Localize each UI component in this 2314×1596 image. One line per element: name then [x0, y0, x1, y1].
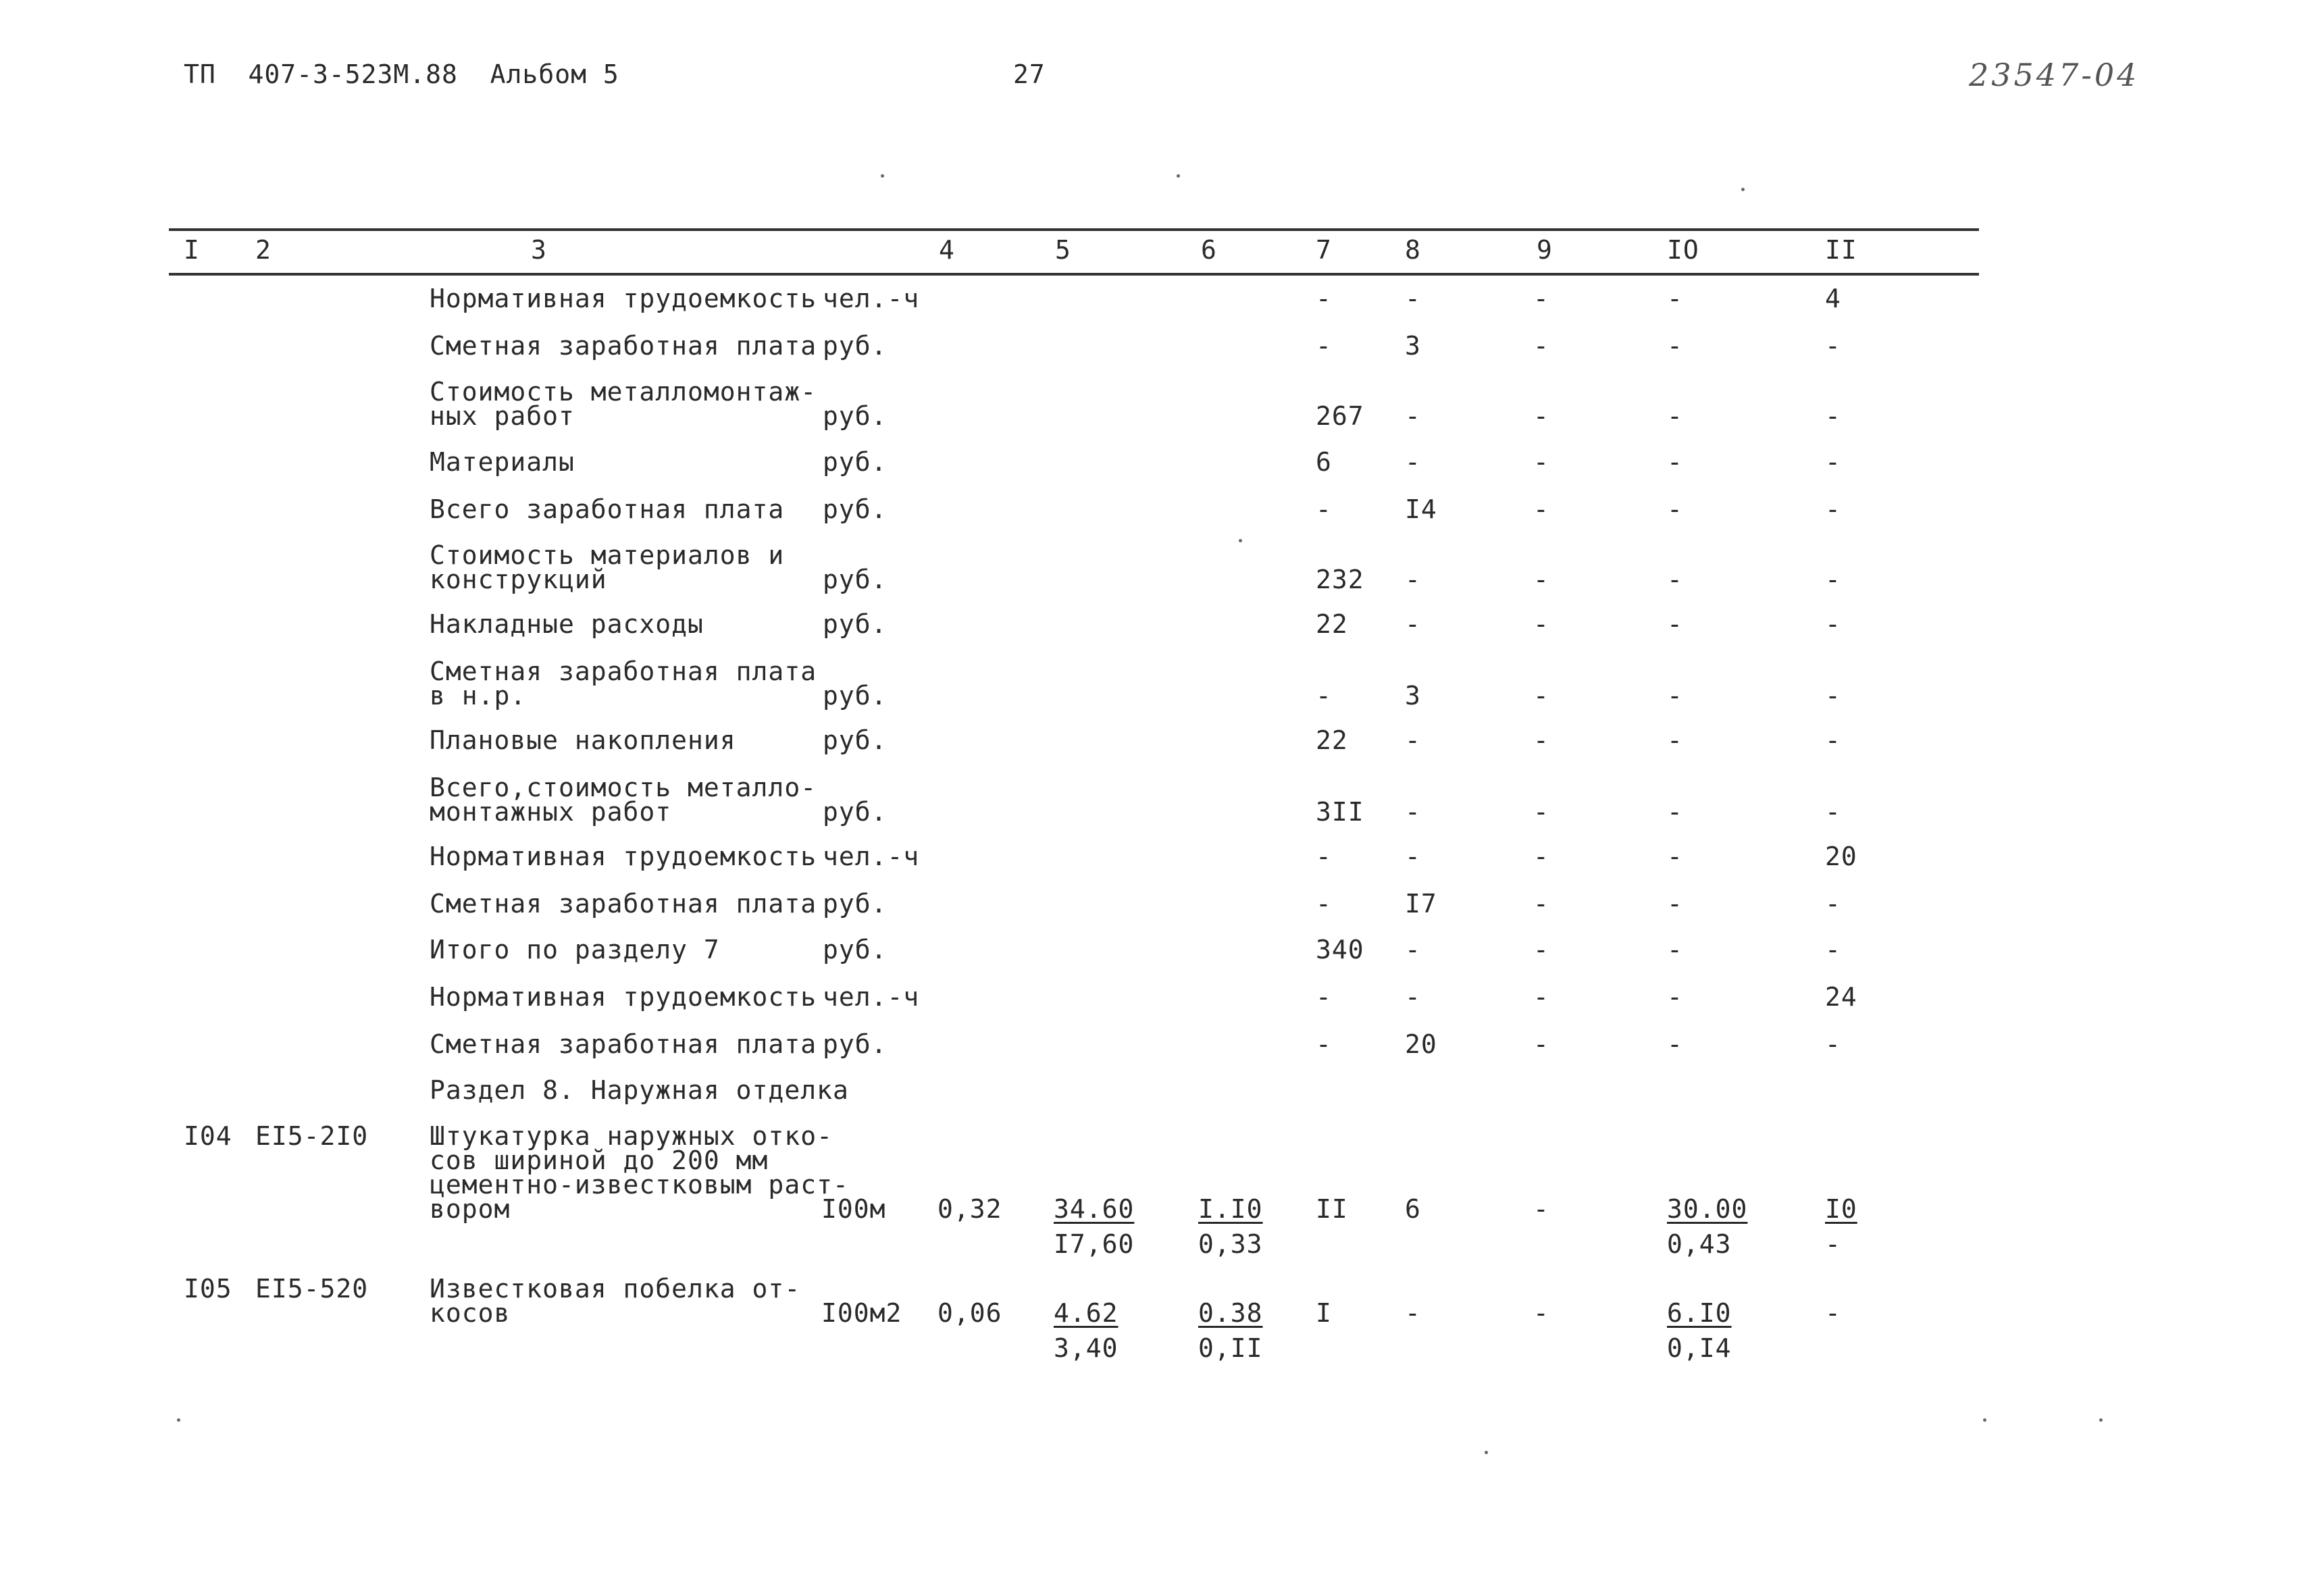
- cell-col7: -: [1316, 1029, 1332, 1059]
- column-number: 8: [1405, 235, 1421, 265]
- unit-cost-total: 4.62: [1054, 1298, 1119, 1328]
- cell-col9: -: [1533, 565, 1549, 594]
- unit-cost-total: 34.60: [1054, 1194, 1135, 1224]
- cell-col9: -: [1533, 797, 1549, 827]
- item-number: I05: [184, 1274, 232, 1304]
- document-designation: ТП 407-3-523М.88 Альбом 5: [184, 59, 619, 89]
- cell-col8: -: [1405, 725, 1421, 755]
- cell-col7: 267: [1316, 401, 1364, 431]
- row-name: Итого по разделу 7: [430, 935, 720, 964]
- item-code: EI5-2I0: [255, 1121, 369, 1151]
- cell-col7: 6: [1316, 447, 1332, 477]
- cell-col10: -: [1667, 681, 1683, 711]
- cell-col7: -: [1316, 331, 1332, 361]
- unit-cost-wages: I7,60: [1054, 1229, 1135, 1259]
- item-name: косов: [430, 1298, 511, 1328]
- unit-cost-machine-wages: 0,33: [1198, 1229, 1263, 1259]
- cell-col10: -: [1667, 935, 1683, 964]
- cell-col9: -: [1533, 935, 1549, 964]
- scan-speck: [1983, 1418, 1986, 1422]
- cell-col11: 20: [1825, 842, 1857, 871]
- cell-col9: -: [1533, 1194, 1549, 1224]
- scan-speck: [881, 174, 884, 178]
- labor-per-unit-machine: 0,43: [1667, 1229, 1732, 1259]
- row-name: Сметная заработная плата: [430, 1029, 817, 1059]
- cell-col10: -: [1667, 725, 1683, 755]
- row-unit: руб.: [823, 1029, 888, 1059]
- cell-col9: -: [1533, 494, 1549, 524]
- row-unit: руб.: [823, 331, 888, 361]
- labor-per-unit-machine: 0,I4: [1667, 1333, 1732, 1363]
- labor-total: I0: [1825, 1194, 1857, 1224]
- cell-col8: -: [1405, 982, 1421, 1012]
- cell-col11: -: [1825, 725, 1841, 755]
- row-unit: руб.: [823, 725, 888, 755]
- page-number: 27: [1013, 59, 1046, 89]
- cell-col7: 232: [1316, 565, 1364, 594]
- row-name: Плановые накопления: [430, 725, 736, 755]
- cell-col9: -: [1533, 681, 1549, 711]
- cell-col10: -: [1667, 565, 1683, 594]
- cell-col9: -: [1533, 1029, 1549, 1059]
- cell-col8: -: [1405, 935, 1421, 964]
- cell-col10: -: [1667, 494, 1683, 524]
- labor-per-unit: 30.00: [1667, 1194, 1748, 1224]
- unit-cost-wages: 3,40: [1054, 1333, 1119, 1363]
- cell-col10: -: [1667, 447, 1683, 477]
- cell-col9: -: [1533, 331, 1549, 361]
- cell-col8: 6: [1405, 1194, 1421, 1224]
- column-number: II: [1825, 235, 1857, 265]
- cell-col10: -: [1667, 331, 1683, 361]
- scan-speck: [1485, 1451, 1488, 1454]
- cell-col8: 3: [1405, 681, 1421, 711]
- column-number: 6: [1201, 235, 1217, 265]
- cell-col7: I: [1316, 1298, 1332, 1328]
- row-name: Нормативная трудоемкость: [430, 842, 817, 871]
- cell-col9: -: [1533, 1298, 1549, 1328]
- cell-col11: 4: [1825, 284, 1841, 313]
- cell-col11: -: [1825, 609, 1841, 639]
- cell-col11: -: [1825, 447, 1841, 477]
- labor-total: -: [1825, 1298, 1841, 1328]
- labor-per-unit: 6.I0: [1667, 1298, 1732, 1328]
- cell-col8: -: [1405, 447, 1421, 477]
- cell-col11: -: [1825, 935, 1841, 964]
- cell-col10: -: [1667, 889, 1683, 919]
- scan-speck: [177, 1418, 180, 1422]
- cell-col9: -: [1533, 842, 1549, 871]
- row-name: Материалы: [430, 447, 575, 477]
- cell-col10: -: [1667, 284, 1683, 313]
- cell-col7: II: [1316, 1194, 1348, 1224]
- header-bottom-rule: [169, 273, 1979, 276]
- row-name: Нормативная трудоемкость: [430, 982, 817, 1012]
- scan-speck: [2099, 1418, 2103, 1422]
- cell-col11: -: [1825, 889, 1841, 919]
- cell-col11: -: [1825, 797, 1841, 827]
- cell-col7: -: [1316, 842, 1332, 871]
- row-name: Стоимость металломонтаж-: [430, 377, 817, 407]
- item-name: Известковая побелка от-: [430, 1274, 801, 1304]
- row-name: монтажных работ: [430, 797, 672, 827]
- cell-col10: -: [1667, 609, 1683, 639]
- cell-col11: -: [1825, 331, 1841, 361]
- row-unit: чел.-ч: [823, 842, 920, 871]
- cell-col10: -: [1667, 401, 1683, 431]
- cell-col7: -: [1316, 681, 1332, 711]
- item-name: цементно-известковым раст-: [430, 1170, 849, 1200]
- cell-col11: -: [1825, 401, 1841, 431]
- row-unit: руб.: [823, 494, 888, 524]
- item-name: сов шириной до 200 мм: [430, 1145, 769, 1175]
- column-number: 7: [1316, 235, 1332, 265]
- cell-col10: -: [1667, 982, 1683, 1012]
- cell-col9: -: [1533, 725, 1549, 755]
- cell-col11: -: [1825, 565, 1841, 594]
- cell-col7: -: [1316, 494, 1332, 524]
- row-name: конструкций: [430, 565, 607, 594]
- row-unit: руб.: [823, 609, 888, 639]
- cell-col9: -: [1533, 982, 1549, 1012]
- cell-col7: -: [1316, 284, 1332, 313]
- row-name: Нормативная трудоемкость: [430, 284, 817, 313]
- scan-speck: [1177, 174, 1180, 178]
- cell-col8: -: [1405, 565, 1421, 594]
- cell-col9: -: [1533, 401, 1549, 431]
- cell-col11: 24: [1825, 982, 1857, 1012]
- column-number: I: [184, 235, 200, 265]
- row-name: в н.р.: [430, 681, 527, 711]
- cell-col9: -: [1533, 609, 1549, 639]
- item-name: вором: [430, 1194, 511, 1224]
- row-unit: руб.: [823, 797, 888, 827]
- unit-cost-machines: 0.38: [1198, 1298, 1263, 1328]
- table-top-rule: [169, 228, 1979, 231]
- cell-col8: 3: [1405, 331, 1421, 361]
- cell-col10: -: [1667, 842, 1683, 871]
- cell-col10: -: [1667, 797, 1683, 827]
- row-name: ных работ: [430, 401, 575, 431]
- row-unit: руб.: [823, 935, 888, 964]
- row-unit: руб.: [823, 447, 888, 477]
- labor-total-machine: -: [1825, 1229, 1841, 1259]
- cell-col11: -: [1825, 681, 1841, 711]
- cell-col8: -: [1405, 284, 1421, 313]
- item-code: EI5-520: [255, 1274, 369, 1304]
- scan-speck: [1239, 539, 1242, 542]
- cell-col7: -: [1316, 889, 1332, 919]
- cell-col8: -: [1405, 842, 1421, 871]
- cell-col7: 340: [1316, 935, 1364, 964]
- row-unit: чел.-ч: [823, 982, 920, 1012]
- cell-col8: I4: [1405, 494, 1437, 524]
- scan-speck: [1741, 188, 1745, 191]
- cell-col11: -: [1825, 1029, 1841, 1059]
- row-unit: руб.: [823, 565, 888, 594]
- cell-col8: -: [1405, 401, 1421, 431]
- section-title: Раздел 8. Наружная отделка: [430, 1075, 849, 1105]
- unit-cost-machines: I.I0: [1198, 1194, 1263, 1224]
- cell-col10: -: [1667, 1029, 1683, 1059]
- column-number: 5: [1055, 235, 1071, 265]
- cell-col7: 3II: [1316, 797, 1364, 827]
- cell-col9: -: [1533, 889, 1549, 919]
- column-number: 2: [255, 235, 272, 265]
- column-number: 3: [531, 235, 547, 265]
- cell-col8: -: [1405, 609, 1421, 639]
- cell-col8: I7: [1405, 889, 1437, 919]
- cell-col8: -: [1405, 1298, 1421, 1328]
- item-quantity: 0,06: [937, 1298, 1002, 1328]
- row-name: Всего заработная плата: [430, 494, 785, 524]
- column-number: 4: [939, 235, 955, 265]
- row-name: Сметная заработная плата: [430, 889, 817, 919]
- item-number: I04: [184, 1121, 232, 1151]
- cell-col7: 22: [1316, 609, 1348, 639]
- item-quantity: 0,32: [937, 1194, 1002, 1224]
- row-name: Стоимость материалов и: [430, 540, 785, 570]
- row-unit: руб.: [823, 889, 888, 919]
- cell-col11: -: [1825, 494, 1841, 524]
- item-name: Штукатурка наружных отко-: [430, 1121, 833, 1151]
- row-unit: руб.: [823, 681, 888, 711]
- column-number: 9: [1537, 235, 1553, 265]
- row-unit: руб.: [823, 401, 888, 431]
- cell-col8: -: [1405, 797, 1421, 827]
- cell-col7: 22: [1316, 725, 1348, 755]
- item-unit: I00м: [821, 1194, 886, 1224]
- row-unit: чел.-ч: [823, 284, 920, 313]
- row-name: Сметная заработная плата: [430, 331, 817, 361]
- column-number: IO: [1667, 235, 1699, 265]
- cell-col9: -: [1533, 284, 1549, 313]
- handwritten-code: 23547-04: [1969, 57, 2140, 93]
- cell-col8: 20: [1405, 1029, 1437, 1059]
- cell-col9: -: [1533, 447, 1549, 477]
- cell-col7: -: [1316, 982, 1332, 1012]
- unit-cost-machine-wages: 0,II: [1198, 1333, 1263, 1363]
- row-name: Всего,стоимость металло-: [430, 773, 817, 802]
- item-unit: I00м2: [821, 1298, 902, 1328]
- row-name: Накладные расходы: [430, 609, 704, 639]
- row-name: Сметная заработная плата: [430, 657, 817, 686]
